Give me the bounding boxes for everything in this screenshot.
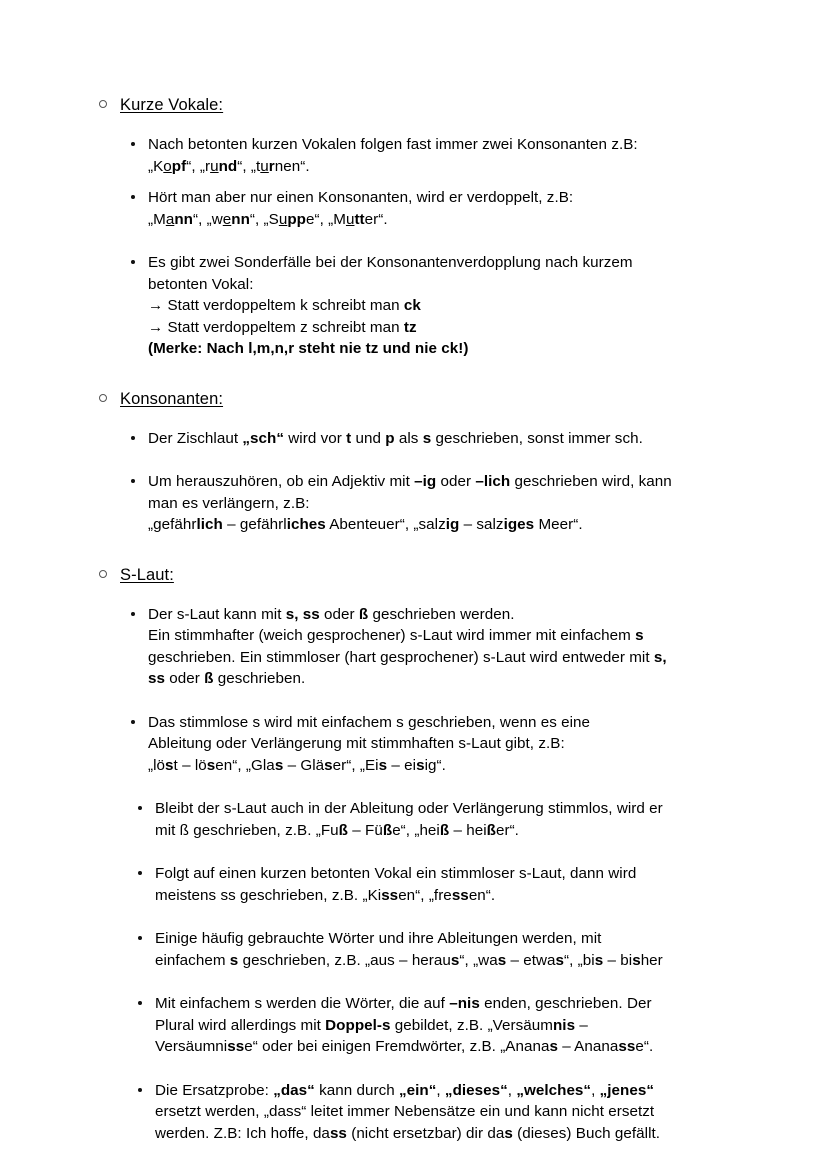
text-line: Ein stimmhafter (weich gesprochener) s-Laut wird immer mit einfachem s	[148, 627, 644, 644]
text-line: „gefährlich – gefährliches Abenteuer“, „salzig – salziges Meer“.	[148, 516, 583, 533]
text-line: „löst – lösen“, „Glas – Gläser“, „Eis – eisig“.	[148, 756, 446, 774]
text-line: Versäumnisse“ oder bei einigen Fremdwörter, z.B. „Ananas – Ananasse“.	[155, 1038, 654, 1055]
bullet-spacer	[0, 449, 828, 471]
bullet-spacer	[0, 841, 828, 863]
text-line: einfachem s geschrieben, z.B. „aus – heraus“, „was – etwas“, „bis – bisher	[155, 951, 663, 969]
round-bullet-icon	[131, 260, 135, 264]
list-item	[0, 187, 828, 230]
bullet-list	[0, 134, 828, 360]
text-line: Ableitung oder Verlängerung mit stimmhaften s-Laut gibt, z.B:	[148, 735, 565, 752]
list-item	[0, 863, 828, 906]
text-line: betonten Vokal:	[148, 275, 254, 293]
section-title: Konsonanten:	[120, 389, 224, 408]
list-item	[0, 798, 828, 841]
round-bullet-icon	[138, 936, 142, 940]
round-bullet-icon	[131, 195, 135, 199]
heading-spacer	[0, 588, 828, 604]
section-heading-konsonanten	[0, 386, 828, 412]
round-bullet-icon	[138, 806, 142, 810]
document-content	[0, 92, 828, 1144]
list-item	[0, 604, 828, 690]
text-line: → Statt verdoppeltem k schreibt man ck	[148, 297, 421, 314]
list-item	[0, 928, 828, 971]
section-s-laut	[0, 562, 828, 1145]
text-line: Hört man aber nur einen Konsonanten, wird er verdoppelt, z.B:	[148, 189, 574, 206]
hollow-circle-bullet-icon	[99, 570, 107, 578]
text-line: Bleibt der s-Laut auch in der Ableitung oder Verlängerung stimmlos, wird er	[155, 800, 663, 817]
text-line: Einige häufig gebrauchte Wörter und ihre Ableitungen werden, mit	[155, 930, 602, 947]
text-line: (Merke: Nach l,m,n,r steht nie tz und nie ck!)	[148, 340, 469, 357]
round-bullet-icon	[138, 1088, 142, 1092]
text-line: Folgt auf einen kurzen betonten Vokal ein stimmloser s-Laut, dann wird	[155, 865, 637, 882]
text-line: ersetzt werden, „dass“ leitet immer Nebensätze ein und kann nicht ersetzt	[155, 1103, 655, 1120]
text-line: Plural wird allerdings mit Doppel-s gebildet, z.B. „Versäumnis –	[155, 1016, 588, 1034]
section-spacer	[0, 360, 828, 386]
section-title: S-Laut:	[120, 565, 174, 584]
text-line: Es gibt zwei Sonderfälle bei der Konsonantenverdopplung nach kurzem	[148, 254, 633, 271]
hollow-circle-bullet-icon	[99, 100, 107, 108]
heading-spacer	[0, 118, 828, 134]
bullet-spacer	[0, 230, 828, 252]
text-line: „Kopf“, „rund“, „turnen“.	[148, 157, 310, 175]
heading-spacer	[0, 412, 828, 428]
section-kurze-vokale	[0, 92, 828, 360]
text-line: werden. Z.B: Ich hoffe, dass (nicht ersetzbar) dir das (dieses) Buch gefällt.	[155, 1124, 661, 1142]
text-line: Das stimmlose s wird mit einfachem s geschrieben, wenn es eine	[148, 713, 591, 731]
round-bullet-icon	[138, 871, 142, 875]
bullet-spacer	[0, 1058, 828, 1080]
bullet-spacer	[0, 690, 828, 712]
list-item	[0, 471, 828, 536]
section-konsonanten	[0, 386, 828, 536]
section-heading-s-laut	[0, 562, 828, 588]
text-line: geschrieben. Ein stimmloser (hart gesprochener) s-Laut wird entweder mit s,	[148, 648, 667, 666]
round-bullet-icon	[138, 1001, 142, 1005]
list-item	[0, 252, 828, 360]
hollow-circle-bullet-icon	[99, 394, 107, 402]
bullet-list	[0, 428, 828, 536]
text-line: Der s-Laut kann mit s, ss oder ß geschrieben werden.	[148, 605, 515, 623]
text-line: → Statt verdoppeltem z schreibt man tz	[148, 318, 417, 336]
list-item	[0, 712, 828, 777]
round-bullet-icon	[131, 479, 135, 483]
round-bullet-icon	[131, 142, 135, 146]
list-item	[0, 1080, 828, 1145]
text-line: mit ß geschrieben, z.B. „Fuß – Füße“, „heiß – heißer“.	[155, 821, 519, 839]
section-title: Kurze Vokale:	[120, 96, 224, 114]
text-line: man es verlängern, z.B:	[148, 494, 310, 512]
text-line: „Mann“, „wenn“, „Suppe“, „Mutter“.	[148, 210, 388, 228]
list-item	[0, 134, 828, 177]
text-line: Die Ersatzprobe: „das“ kann durch „ein“, „dieses“, „welches“, „jenes“	[155, 1081, 654, 1099]
list-item	[0, 428, 828, 450]
bullet-spacer	[0, 906, 828, 928]
text-line: ss oder ß geschrieben.	[148, 670, 306, 687]
text-line: Nach betonten kurzen Vokalen folgen fast immer zwei Konsonanten z.B:	[148, 136, 638, 153]
section-heading-kurze-vokale	[0, 92, 828, 118]
text-line: Um herauszuhören, ob ein Adjektiv mit –ig oder –lich geschrieben wird, kann	[148, 473, 672, 490]
text-line: Mit einfachem s werden die Wörter, die auf –nis enden, geschrieben. Der	[155, 995, 652, 1012]
bullet-spacer	[0, 776, 828, 798]
list-item	[0, 993, 828, 1058]
section-spacer	[0, 536, 828, 562]
bullet-spacer	[0, 971, 828, 993]
bullet-list	[0, 604, 828, 1145]
text-line: Der Zischlaut „sch“ wird vor t und p als s geschrieben, sonst immer sch.	[148, 429, 643, 447]
text-line: meistens ss geschrieben, z.B. „Kissen“, „fressen“.	[155, 886, 496, 904]
round-bullet-icon	[131, 612, 135, 616]
round-bullet-icon	[131, 436, 135, 440]
round-bullet-icon	[131, 720, 135, 724]
bullet-spacer	[0, 177, 828, 187]
